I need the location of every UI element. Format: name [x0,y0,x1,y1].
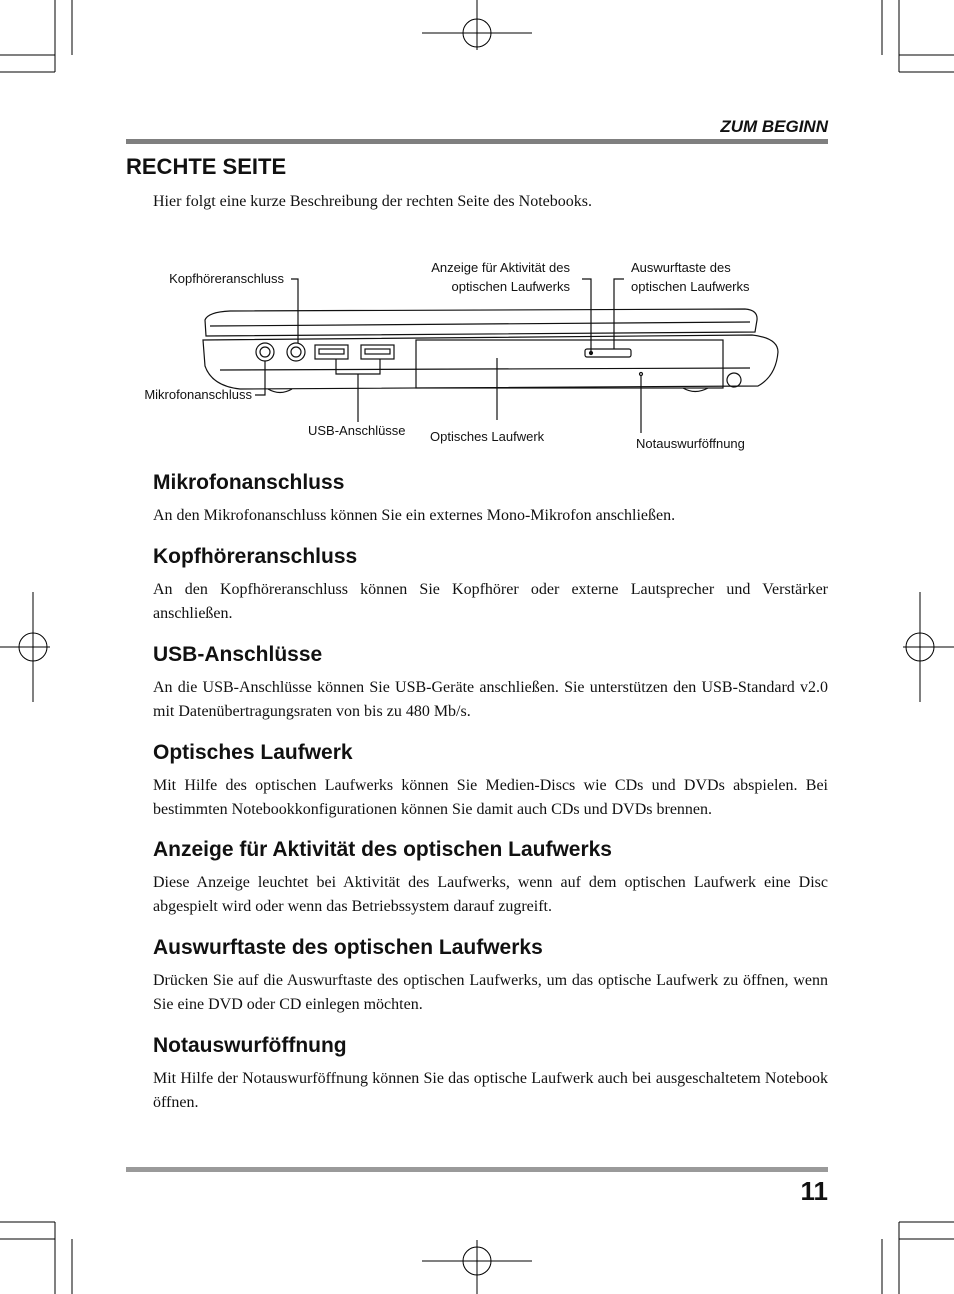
optical-drive-icon [416,340,723,388]
header-rule [126,139,828,144]
section-heading: Mikrofonanschluss [153,471,345,494]
section-heading: Notauswurföffnung [153,1034,347,1057]
section-text: Mit Hilfe des optischen Laufwerks können Sie Medien-Discs wie CDs und DVDs abspielen. Bei bestimmten Notebookkonfigurationen können Sie damit auch CDs und DVDs brennen. [153,777,828,818]
section-kopfhoereranschluss [153,544,828,626]
label-notauswurf: Notauswurföffnung [636,436,745,451]
page-number: 11 [800,1176,828,1206]
activity-led-icon [590,352,593,355]
label-mikrofon: Mikrofonanschluss [144,387,252,402]
usb-port-2-icon [361,345,394,359]
section-heading: Kopfhöreranschluss [153,545,358,568]
label-anzeige-1: Anzeige für Aktivität des [431,260,570,275]
section-anzeige-aktivitaet [153,837,828,919]
section-heading: Anzeige für Aktivität des optischen Laufwerks [153,838,612,861]
chapter-header: ZUM BEGINN [720,117,828,136]
label-auswurf-1: Auswurftaste des [631,260,731,275]
label-optisch: Optisches Laufwerk [430,429,545,444]
section-text: Drücken Sie auf die Auswurftaste des optischen Laufwerks, um das optische Laufwerk zu öffnen, wenn Sie eine DVD oder CD einlegen möchten. [153,972,828,1013]
section-heading: Optisches Laufwerk [153,741,353,764]
label-kopfhoerer: Kopfhöreranschluss [169,271,284,286]
section-text: An die USB-Anschlüsse können Sie USB-Geräte anschließen. Sie unterstützen den USB-Standard v2.0 mit Datenübertragungsraten von bis zu 480 Mb/s. [153,679,828,720]
section-mikrofonanschluss [153,470,828,528]
headphone-port-icon [287,343,305,361]
section-text: An den Mikrofonanschluss können Sie ein externes Mono-Mikrofon anschließen. [153,507,676,524]
section-usb-anschluesse [153,642,828,724]
microphone-port-icon [256,343,274,361]
section-text: An den Kopfhöreranschluss können Sie Kopfhörer oder externe Lautsprecher und Verstärker anschließen. [153,581,828,622]
section-heading: Auswurftaste des optischen Laufwerks [153,936,543,959]
section-auswurftaste [153,935,828,1017]
section-heading: USB-Anschlüsse [153,643,323,666]
page-title: RECHTE SEITE [126,154,287,179]
section-text: Mit Hilfe der Notauswurföffnung können Sie das optische Laufwerk auch bei ausgeschaltetem Notebook öffnen. [153,1070,828,1111]
label-usb: USB-Anschlüsse [308,423,406,438]
footer-rule [126,1167,828,1172]
section-optisches-laufwerk [153,740,828,822]
usb-port-1-icon [315,345,348,359]
notebook-right-side-figure [0,250,954,465]
emergency-eject-hole-icon [640,373,643,376]
section-notauswurfoeffnung [153,1033,828,1115]
intro-text: Hier folgt eine kurze Beschreibung der rechten Seite des Notebooks. [153,193,592,210]
section-text: Diese Anzeige leuchtet bei Aktivität des Laufwerks, wenn auf dem optischen Laufwerk eine Disc abgespielt wird oder wenn das Betriebssystem darauf zugreift. [153,874,828,915]
label-anzeige-2: optischen Laufwerks [451,279,570,294]
notebook-base [203,335,778,389]
label-auswurf-2: optischen Laufwerks [631,279,750,294]
